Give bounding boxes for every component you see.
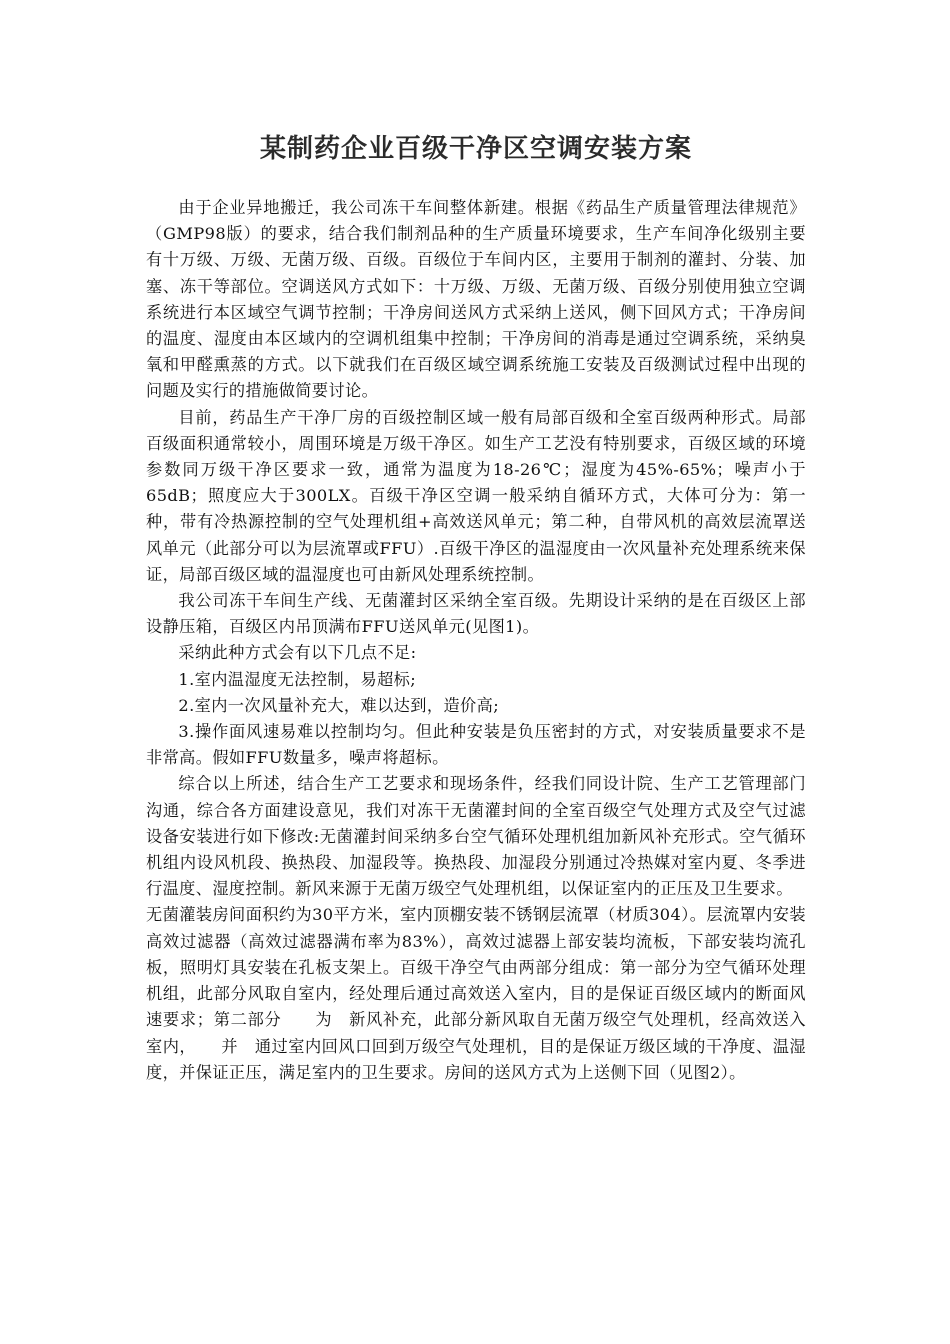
paragraph-initial-design: 我公司冻干车间生产线、无菌灌封区采纳全室百级。先期设计采纳的是在百级区上部设静压箱，百级区内吊顶满布FFU送风单元(见图1)。 <box>146 591 806 637</box>
paragraph-filling-room-details: 无菌灌装房间面积约为30平方米，室内顶棚安装不锈钢层流罩（材质304）。层流罩内安装高效过滤器（高效过滤器满布率为83%），高效过滤器上部安装均流板，下部安装均流孔板，照明灯具安装在孔板支架上。百级干净空气由两部分组成：第一部分为空气循环处理机组，此部分风取自室内，经处理后通过高效送入室内，目的是保证百级区域内的断面风速要求；第二部分 为 新风补充，此部分新风取自无菌万级空气处理机，经高效送入室内， 并 通过室内回风口回到万级空气处理机，目的是保证万级区域的干净度、温湿度，并保证正压，满足室内的卫生要求。房间的送风方式为上送侧下回（见图2）。 <box>146 905 806 1082</box>
list-item-shortcoming-3: 3.操作面风速易难以控制均匀。但此种安装是负压密封的方式，对安装质量要求不是非常高。假如FFU数量多，噪声将超标。 <box>146 722 806 768</box>
list-item-shortcoming-2: 2.室内一次风量补充大，难以达到，造价高; <box>178 695 500 715</box>
paragraph-relocation-background: 由于企业异地搬迁，我公司冻干车间整体新建。根据《药品生产质量管理法律规范》（GMP98版）的要求，结合我们制剂品种的生产质量环境要求，生产车间净化级别主要有十万级、万级、无菌万级、百级。百级位于车间内区，主要用于制剂的灌封、分装、加塞、冻干等部位。空调送风方式如下：十万级、万级、无菌万级、百级分别使用独立空调系统进行本区域空气调节控制；干净房间送风方式采纳上送风，侧下回风方式；干净房间的温度、湿度由本区域内的空调机组集中控制；干净房间的消毒是通过空调系统，采纳臭氧和甲醛熏蒸的方式。以下就我们在百级区域空调系统施工安装及百级测试过程中出现的问题及实行的措施做简要讨论。 <box>146 198 806 401</box>
paragraph-class100-overview: 目前，药品生产干净厂房的百级控制区域一般有局部百级和全室百级两种形式。局部百级面积通常较小，周围环境是万级干净区。如生产工艺没有特别要求，百级区域的环境参数同万级干净区要求一致，通常为温度为18-26℃；湿度为45%-65%；噪声小于65dB；照度应大于300LX。百级干净区空调一般采纳自循环方式，大体可分为：第一种，带有冷热源控制的空气处理机组+高效送风单元；第二种，自带风机的高效层流罩送风单元（此部分可以为层流罩或FFU）.百级干净区的温湿度由一次风量补充处理系统来保证，局部百级区域的温湿度也可由新风处理系统控制。 <box>146 407 806 584</box>
paragraph-modification-plan: 综合以上所述，结合生产工艺要求和现场条件，经我们同设计院、生产工艺管理部门沟通，综合各方面建设意见，我们对冻干无菌灌封间的全室百级空气处理方式及空气过滤设备安装进行如下修改:无菌灌封间采纳多台空气循环处理机组加新风补充形式。空气循环机组内设风机段、换热段、加湿段等。换热段、加湿段分别通过冷热媒对室内夏、冬季进行温度、湿度控制。新风来源于无菌万级空气处理机组，以保证室内的正压及卫生要求。 <box>146 774 806 899</box>
paragraph-shortcomings-intro: 采纳此种方式会有以下几点不足: <box>178 643 417 663</box>
list-item-shortcoming-1: 1.室内温湿度无法控制，易超标; <box>178 669 417 689</box>
document-body <box>146 195 806 1086</box>
document-page <box>146 128 806 1086</box>
document-title: 某制药企业百级干净区空调安装方案 <box>259 134 692 164</box>
